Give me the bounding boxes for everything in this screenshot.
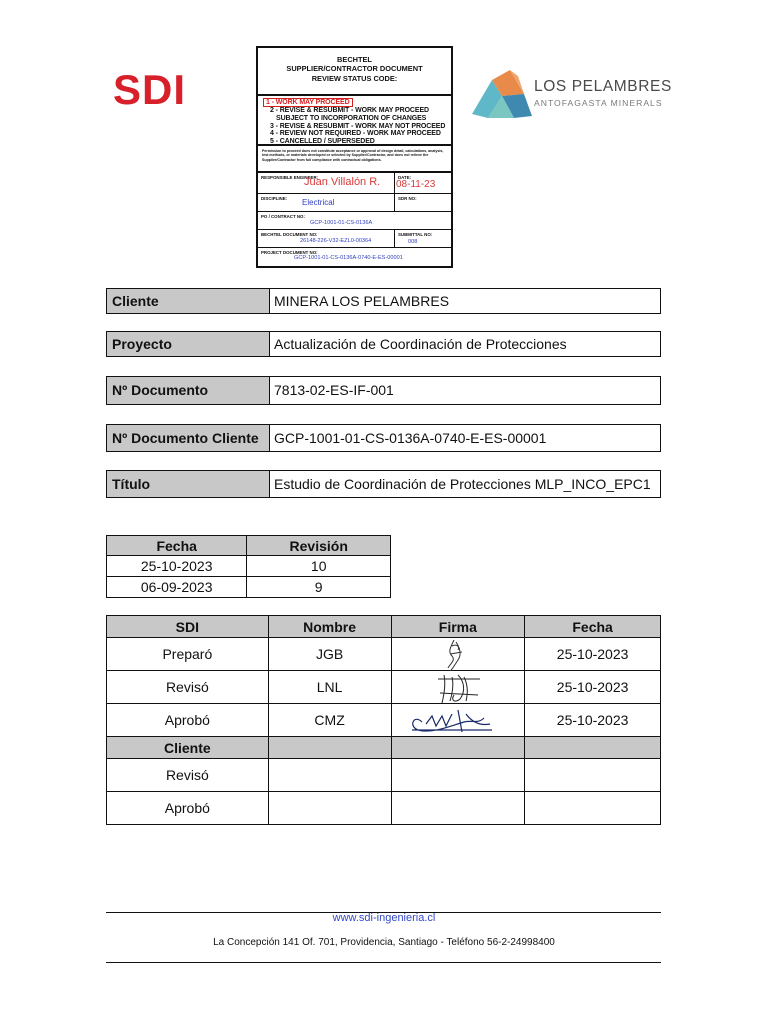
stamp-submittal-label: SUBMITTAL NO: <box>398 232 433 237</box>
stamp-engineer-value: Juan Villalón R. <box>304 176 381 188</box>
stamp-project-doc-value: GCP-1001-01-CS-0136A-0740-E-ES-00001 <box>294 255 403 261</box>
empty-cell <box>268 792 391 825</box>
svg-text:SDI: SDI <box>113 70 187 110</box>
table-row <box>107 737 661 759</box>
stamp-code-1-selected: 1 - WORK MAY PROCEED <box>263 98 353 107</box>
stamp-po-label: PO / CONTRACT NO: <box>261 214 305 219</box>
table-row <box>107 704 661 737</box>
stamp-bechtel-doc-label: BECHTEL DOCUMENT NO: <box>261 232 318 237</box>
signature-role: Revisó <box>107 671 269 704</box>
info-row-documento <box>106 376 661 405</box>
signature-date: 25-10-2023 <box>525 671 661 704</box>
signature-role: Preparó <box>107 638 269 671</box>
stamp-status-codes <box>258 96 451 146</box>
revision-date: 25-10-2023 <box>107 556 247 577</box>
stamp-row-project-doc <box>258 248 451 265</box>
stamp-date-label: DATE: <box>398 175 412 180</box>
sdi-logo <box>113 70 195 110</box>
table-row <box>107 577 391 598</box>
client-logo-name: LOS PELAMBRES <box>534 78 672 95</box>
revision-header-fecha: Fecha <box>107 536 247 556</box>
footer-divider-bottom <box>106 962 661 963</box>
signature-image-jgb <box>391 638 525 671</box>
stamp-po-value: GCP-1001-01-CS-0136A <box>310 220 373 226</box>
stamp-discipline-value: Electrical <box>302 198 335 207</box>
signature-date: 25-10-2023 <box>525 638 661 671</box>
stamp-row-bechtel-doc <box>258 230 451 248</box>
empty-cell <box>268 737 391 759</box>
empty-cell <box>268 759 391 792</box>
info-row-titulo <box>106 470 661 498</box>
signature-date: 25-10-2023 <box>525 704 661 737</box>
signature-role: Revisó <box>107 759 269 792</box>
stamp-sdr-label: SDR NO: <box>398 196 417 201</box>
stamp-bechtel-doc-value: 26148-226-V32-EZL0-00364 <box>300 238 372 244</box>
stamp-row-discipline <box>258 194 451 212</box>
empty-cell <box>525 737 661 759</box>
signature-header-nombre: Nombre <box>268 616 391 638</box>
stamp-title-1: SUPPLIER/CONTRACTOR DOCUMENT <box>286 64 423 74</box>
revision-header-revision: Revisión <box>247 536 391 556</box>
signature-role: Aprobó <box>107 792 269 825</box>
empty-cell <box>525 792 661 825</box>
signature-name: LNL <box>268 671 391 704</box>
stamp-permission-text: Permission to proceed does not constitute acceptance or approval of design detail, calculations, analysis, test methods, or materials developed or selected by Supplier/Contractor, and does not relieve the Supplier/Contractor from full compliance with contractual obligations. <box>258 146 451 173</box>
revision-table <box>106 535 391 598</box>
table-row <box>107 792 661 825</box>
stamp-date-value: 08-11-23 <box>396 179 436 190</box>
signature-header-firma: Firma <box>391 616 525 638</box>
stamp-engineer-label: RESPONSIBLE ENGINEER: <box>261 175 319 180</box>
revision-date: 06-09-2023 <box>107 577 247 598</box>
info-row-documento-cliente <box>106 424 661 452</box>
stamp-discipline-label: DISCIPLINE: <box>261 196 288 201</box>
revision-number: 10 <box>247 556 391 577</box>
bechtel-review-stamp <box>256 46 453 268</box>
stamp-code-3: 3 - REVISE & RESUBMIT - WORK MAY NOT PROCEED <box>270 122 446 130</box>
cliente-value: MINERA LOS PELAMBRES <box>274 293 450 309</box>
signature-name: CMZ <box>268 704 391 737</box>
signature-header-fecha: Fecha <box>525 616 661 638</box>
stamp-row-engineer <box>258 173 451 194</box>
proyecto-value: Actualización de Coordinación de Protecciones <box>274 336 567 352</box>
client-section-header: Cliente <box>107 737 269 759</box>
stamp-code-5: 5 - CANCELLED / SUPERSEDED <box>270 138 375 146</box>
info-row-proyecto <box>106 331 661 357</box>
stamp-row-po <box>258 212 451 230</box>
table-row <box>107 638 661 671</box>
signature-table <box>106 615 661 825</box>
empty-cell <box>391 792 525 825</box>
footer-website-link[interactable]: www.sdi-ingenieria.cl <box>332 912 436 924</box>
signature-header-sdi: SDI <box>107 616 269 638</box>
proyecto-label: Proyecto <box>107 332 270 356</box>
stamp-company: BECHTEL <box>337 55 372 64</box>
titulo-value: Estudio de Coordinación de Protecciones MLP_INCO_EPC1 <box>274 476 651 492</box>
stamp-code-2b: SUBJECT TO INCORPORATION OF CHANGES <box>276 114 427 122</box>
signature-image-cmz <box>391 704 525 737</box>
empty-cell <box>525 759 661 792</box>
documento-cliente-value: GCP-1001-01-CS-0136A-0740-E-ES-00001 <box>274 430 547 446</box>
documento-value: 7813-02-ES-IF-001 <box>274 382 394 398</box>
stamp-header <box>258 48 451 96</box>
stamp-project-doc-label: PROJECT DOCUMENT NO: <box>261 250 318 255</box>
documento-label: Nº Documento <box>107 377 270 404</box>
signature-image-lnl <box>391 671 525 704</box>
table-row <box>107 556 391 577</box>
stamp-title-2: REVIEW STATUS CODE: <box>311 73 398 83</box>
cliente-label: Cliente <box>107 289 270 313</box>
info-row-cliente <box>106 288 661 314</box>
stamp-code-2: 2 - REVISE & RESUBMIT - WORK MAY PROCEED <box>270 107 429 114</box>
titulo-label: Título <box>107 471 270 497</box>
stamp-code-4: 4 - REVIEW NOT REQUIRED - WORK MAY PROCEED <box>270 130 441 138</box>
client-logo-subtitle: ANTOFAGASTA MINERALS <box>534 98 663 108</box>
revision-number: 9 <box>247 577 391 598</box>
table-row <box>107 759 661 792</box>
empty-cell <box>391 759 525 792</box>
signature-role: Aprobó <box>107 704 269 737</box>
table-row <box>107 671 661 704</box>
documento-cliente-label: Nº Documento Cliente <box>107 425 270 451</box>
stamp-submittal-value: 008 <box>408 239 418 245</box>
empty-cell <box>391 737 525 759</box>
signature-name: JGB <box>268 638 391 671</box>
footer-address: La Concepción 141 Of. 701, Providencia, Santiago - Teléfono 56-2-24998400 <box>213 937 555 948</box>
